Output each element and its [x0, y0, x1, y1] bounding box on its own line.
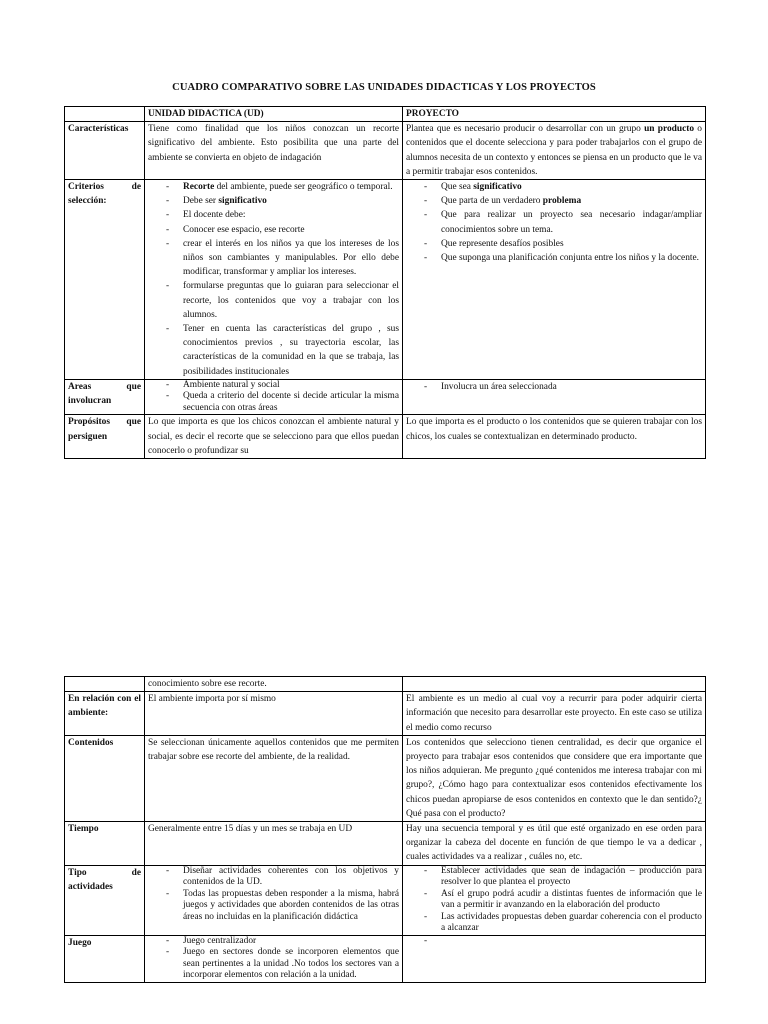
row-areas [65, 379, 706, 415]
actividades-ud [145, 865, 403, 935]
label-tiempo: Tiempo [65, 822, 145, 866]
row-contenidos [65, 735, 706, 821]
areas-proyecto [403, 379, 706, 415]
header-empty-cell [65, 107, 145, 122]
propositos-ud: Lo que importa es que los chicos conozcan el ambiente natural y social, es decir el recorte que se selecciono para que ellos puedan conocerlo o profundizar su [145, 415, 403, 459]
document-title: CUADRO COMPARATIVO SOBRE LAS UNIDADES DIDACTICAS Y LOS PROYECTOS [172, 82, 596, 93]
label-actividades: Tipo de actividades [65, 865, 145, 935]
contenidos-proyecto: Los contenidos que selecciono tienen centralidad, es decir que organice el proyecto para trabajar esos contenidos que considere que era importante que los niños adquieran. Me pregunto ¿qué contenidos me interesa trabajar con mi grupo?, ¿Cómo hago para contextualizar esos contenidos efectivamente los chicos puedan apropiarse de esos contenidos en contexto que le dan sentido?¿ Qué pasa con el producto? [403, 735, 706, 821]
list-item: - Que parta de un verdadero problema [441, 194, 702, 208]
row-juego [65, 935, 706, 982]
comparison-table-page1 [64, 106, 706, 459]
label-criterios: Criterios de selección: [65, 180, 145, 380]
list-item: - Juego en sectores donde se incorporen elementos que sean pertinentes a la unidad .No todos los sectores van a incorporar elementos con relación a la unidad. [183, 947, 399, 982]
label-areas: Areas que involucran [65, 379, 145, 415]
list-item: - Todas las propuestas deben responder a la misma, habrá juegos y actividades que aborden contenidos de las otras áreas no incluidas en la planificación didáctica [183, 889, 399, 924]
comparison-table-page2 [64, 676, 706, 983]
juego-ud [145, 935, 403, 982]
label-caracteristicas: Características [65, 122, 145, 180]
ambiente-ud: El ambiente importa por sí mismo [145, 692, 403, 736]
areas-ud [145, 379, 403, 415]
list-item: - Que para realizar un proyecto sea necesario indagar/ampliar conocimientos sobre un tema. [441, 208, 702, 236]
list-item: - Debe ser significativo [183, 194, 399, 208]
ambiente-proyecto: El ambiente es un medio al cual voy a recurrir para poder adquirir cierta información que necesito para desarrollar este proyecto. En este caso se utiliza el medio como recurso [403, 692, 706, 736]
row-tiempo [65, 822, 706, 866]
list-item: - Queda a criterio del docente si decide articular la misma secuencia con otras áreas [183, 391, 399, 414]
row-propositos [65, 415, 706, 459]
list-item: - Establecer actividades que sean de indagación – producción para resolver lo que plantea el proyecto [441, 866, 702, 889]
row-actividades [65, 865, 706, 935]
row-ambiente [65, 692, 706, 736]
header-ud: UNIDAD DIDACTICA (UD) [145, 107, 403, 122]
header-proyecto: PROYECTO [403, 107, 706, 122]
caracteristicas-proyecto: Plantea que es necesario producir o desarrollar con un grupo un producto o contenidos que el docente selecciona y para poder trabajarlos con el grupo de alumnos necesita de un contexto y entonces se piensa en un producto que le va a permitir trabajar esos contenidos. [403, 122, 706, 180]
list-item: - Recorte del ambiente, puede ser geográfico o temporal. [183, 180, 399, 194]
label-ambiente: En relación con el ambiente: [65, 692, 145, 736]
list-item: - crear el interés en los niños ya que los intereses de los niños son cambiantes y manipulables. Por ello debe modificar, transformar y ampliar los intereses. [183, 237, 399, 280]
propositos-proyecto: Lo que importa es el producto o los contenidos que se quieren trabajar con los chicos, los cuales se contextualizan en determinado producto. [403, 415, 706, 459]
list-item: - Así el grupo podrá acudir a distintas fuentes de información que le van a permitir ir avanzando en la elaboración del producto [441, 889, 702, 912]
criterios-proyecto [403, 180, 706, 380]
list-item: - Involucra un área seleccionada [441, 380, 702, 394]
list-item: - Que sea significativo [441, 180, 702, 194]
caracteristicas-ud: Tiene como finalidad que los niños conozcan un recorte significativo del ambiente. Esto posibilita que una parte del ambiente se convierta en objeto de indagación [145, 122, 403, 180]
row-criterios [65, 180, 706, 380]
list-item: - formularse preguntas que lo guiaran para seleccionar el recorte, los contenidos que voy a trabajar con los alumnos. [183, 279, 399, 322]
list-item: - Ambiente natural y social [183, 380, 399, 392]
continuacion-label [65, 677, 145, 692]
tiempo-proyecto: Hay una secuencia temporal y es útil que esté organizado en ese orden para organizar la cabeza del docente en función de que tiempo le va a dedicar , cuales actividades va a realizar , cuáles no, etc. [403, 822, 706, 866]
list-item: - Las actividades propuestas deben guardar coherencia con el producto a alcanzar [441, 912, 702, 935]
list-item: - Que suponga una planificación conjunta entre los niños y la docente. [441, 251, 702, 265]
list-item: - Tener en cuenta las características del grupo , sus conocimientos previos , su trayectoria escolar, las características de la comunidad en la que se trabaja, las posibilidades institucionales [183, 322, 399, 379]
tiempo-ud: Generalmente entre 15 días y un mes se trabaja en UD [145, 822, 403, 866]
label-juego: Juego [65, 935, 145, 982]
continuacion-proyecto [403, 677, 706, 692]
header-row [65, 107, 706, 122]
row-continuacion [65, 677, 706, 692]
juego-proyecto [403, 935, 706, 982]
list-item: - Juego centralizador [183, 936, 399, 948]
list-item: - Conocer ese espacio, ese recorte [183, 223, 399, 237]
label-propositos: Propósitos que persiguen [65, 415, 145, 459]
contenidos-ud: Se seleccionan únicamente aquellos contenidos que me permiten trabajar sobre ese recorte del ambiente, de la realidad. [145, 735, 403, 821]
actividades-proyecto [403, 865, 706, 935]
list-item: - Que represente desafíos posibles [441, 237, 702, 251]
label-contenidos: Contenidos [65, 735, 145, 821]
row-caracteristicas [65, 122, 706, 180]
list-item: - Diseñar actividades coherentes con los objetivos y contenidos de la UD. [183, 866, 399, 889]
list-item: - El docente debe: [183, 208, 399, 222]
criterios-ud [145, 180, 403, 380]
continuacion-ud: conocimiento sobre ese recorte. [145, 677, 403, 692]
